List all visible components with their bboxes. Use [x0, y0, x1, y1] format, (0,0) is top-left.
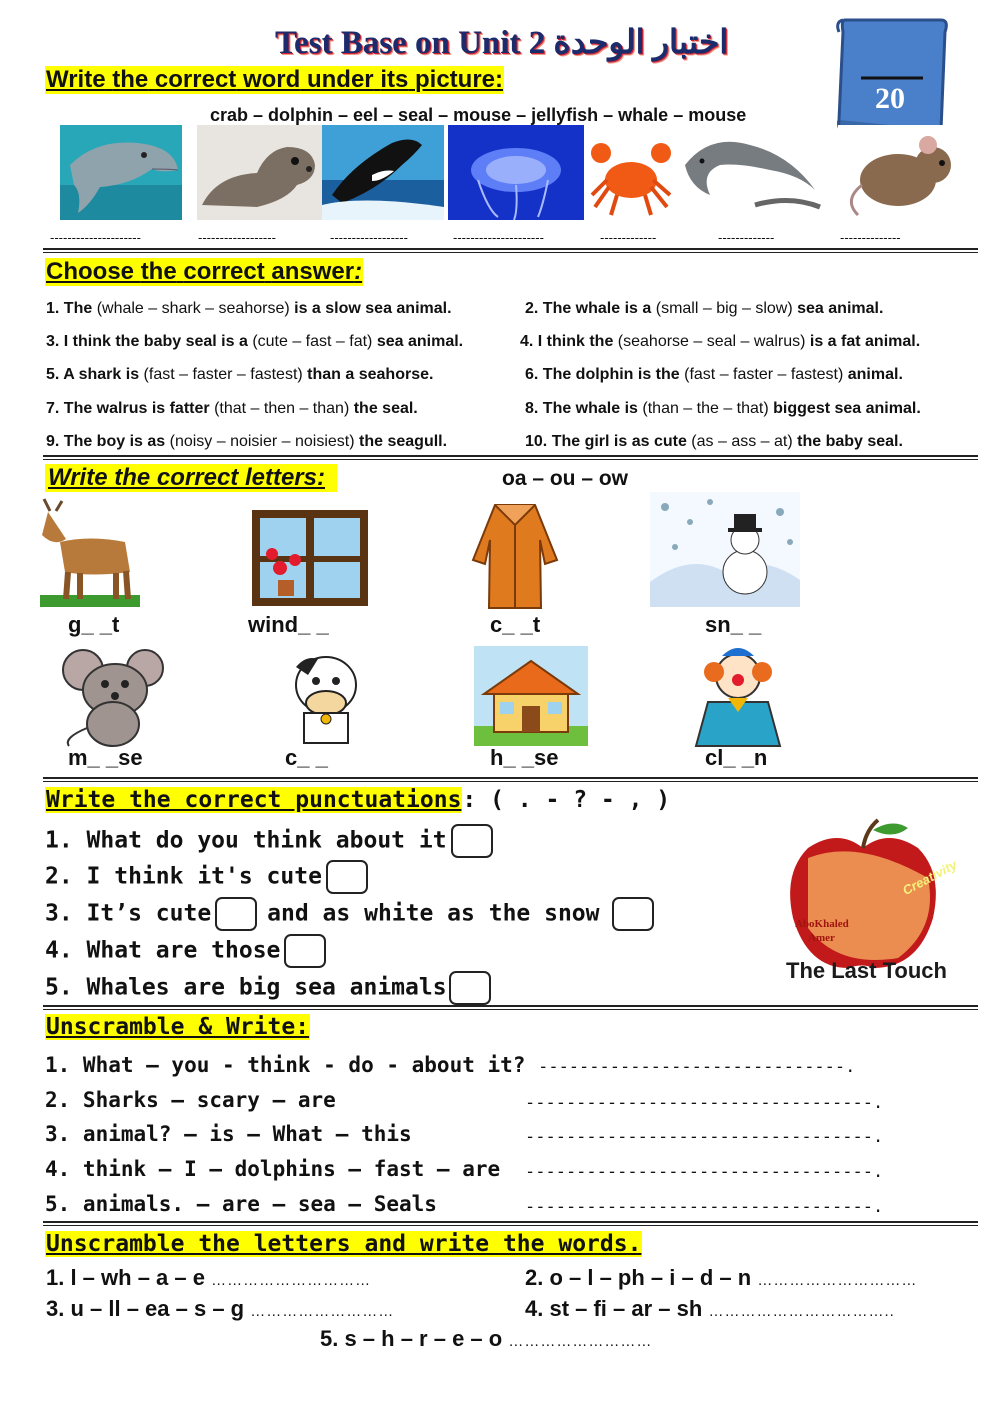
mouse-cartoon-icon — [55, 648, 175, 748]
section-heading-unscramble — [45, 1014, 310, 1040]
punctuation-box[interactable] — [451, 824, 493, 858]
question-text: than a seahorse. — [307, 366, 434, 383]
heading-word: its — [380, 66, 409, 93]
section-divider — [43, 455, 978, 460]
scrambled-words: 5. animals. – are – sea – Seals — [45, 1192, 437, 1216]
question-10 — [525, 433, 903, 451]
letters-item-1 — [46, 1265, 371, 1291]
answer-blank[interactable]: ----------------------------------. — [525, 1093, 884, 1113]
unscramble-sentence-5 — [45, 1192, 437, 1216]
punctuation-box[interactable] — [215, 897, 257, 931]
punctuation-line-4 — [45, 934, 326, 968]
question-text: 2. The whale is a — [525, 300, 652, 317]
scrambled-words: 2. Sharks – scary – are — [45, 1088, 336, 1112]
punctuation-box[interactable] — [449, 971, 491, 1005]
heading-text: Write the correct punctuations — [46, 787, 462, 813]
section-divider — [43, 1221, 978, 1226]
letters-item-5 — [320, 1326, 652, 1352]
snowman-icon — [650, 492, 800, 607]
word-bank: crab – dolphin – eel – seal – mouse – jellyfish – whale – mouse — [210, 105, 747, 125]
heading-word: the — [112, 66, 149, 93]
answer-blank[interactable]: ----------------------------------. — [525, 1162, 884, 1182]
question-text: 1. The — [46, 300, 93, 317]
question-options[interactable]: (fast – faster – fastest) — [143, 366, 303, 383]
heading-word: under — [306, 66, 374, 93]
section-divider — [43, 1005, 978, 1010]
question-text: 10. The girl is as cute — [525, 433, 687, 450]
scrambled-letters: 3. u – ll – ea – s – g — [46, 1296, 245, 1321]
heading-colon: : — [316, 464, 325, 491]
question-options[interactable]: (as – ass – at) — [691, 433, 793, 450]
punctuation-line-3 — [45, 897, 654, 931]
unscramble-sentence-2 — [45, 1088, 336, 1112]
heading-colon: : — [495, 66, 504, 93]
jellyfish-icon — [448, 125, 584, 220]
score-value: 20 — [875, 82, 905, 115]
scrambled-letters: 5. s – h – r – e – o — [320, 1326, 503, 1351]
unscramble-sentence-4 — [45, 1157, 500, 1181]
logo-author-text: AboKhaled — [795, 918, 849, 930]
scrambled-letters: 1. l – wh – a – e — [46, 1265, 205, 1290]
eel-icon — [680, 125, 825, 220]
window-icon — [250, 508, 370, 608]
line-text: 5. Whales are big sea animals — [45, 974, 447, 1001]
letters-item-4 — [525, 1296, 895, 1322]
question-text: animal. — [847, 366, 903, 383]
heading-word: answer — [271, 258, 355, 285]
page-title: Test Base on Unit 2 اختبار الوحدة — [275, 25, 729, 61]
section-heading-punctuation — [45, 787, 670, 813]
logo-tagline: The Last Touch — [786, 958, 947, 983]
heading-text: Write the correct letters — [48, 464, 317, 491]
letters-item-2 — [525, 1265, 917, 1291]
answer-blank[interactable]: ------------------------------. — [538, 1057, 856, 1077]
question-text: 5. A shark is — [46, 366, 140, 383]
question-7 — [46, 400, 418, 418]
question-1 — [46, 300, 452, 318]
heading-word: correct — [154, 66, 237, 93]
letter-options: oa – ou – ow — [502, 467, 629, 490]
question-options[interactable]: (seahorse – seal – walrus) — [617, 333, 806, 350]
answer-blank[interactable]: ------------- — [718, 230, 775, 245]
letters-word-window[interactable]: wind_ _ — [248, 612, 329, 637]
answer-blank[interactable]: --------------------- — [50, 230, 141, 245]
question-text: 9. The boy is as — [46, 433, 166, 450]
answer-dots[interactable]: ………………………… — [211, 1272, 372, 1289]
line-text: 3. It’s cute — [45, 900, 212, 927]
question-text: 8. The whale is — [525, 400, 638, 417]
punctuation-line-1 — [45, 824, 493, 858]
house-icon — [474, 646, 588, 746]
question-6 — [525, 366, 903, 384]
question-2 — [525, 300, 883, 318]
letters-word-coat[interactable]: c_ _t — [490, 612, 541, 637]
letters-word-cow[interactable]: c_ _ — [285, 745, 328, 770]
question-text: biggest sea animal. — [773, 400, 921, 417]
heading-text: Unscramble the letters and write the words. — [46, 1231, 642, 1257]
coat-icon — [465, 500, 565, 610]
punctuation-box[interactable] — [326, 860, 368, 894]
question-text: is a fat animal. — [809, 333, 921, 350]
heading-word: Choose — [46, 258, 135, 285]
letters-word-snow[interactable]: sn_ _ — [705, 612, 762, 637]
question-4 — [520, 333, 920, 351]
answer-blank[interactable]: ----------------------------------. — [525, 1127, 884, 1147]
dolphin-icon — [60, 125, 182, 220]
heading-word: the — [140, 258, 177, 285]
letters-word-clown[interactable]: cl_ _n — [705, 745, 768, 770]
line-text: 4. What are those — [45, 937, 281, 964]
question-5 — [46, 366, 433, 384]
answer-blank[interactable]: ------------------ — [198, 230, 276, 245]
letters-word-mouse[interactable]: m_ _se — [68, 745, 143, 770]
punctuation-marks: : ( . - ? - , ) — [462, 787, 671, 813]
logo-creativity-text: Creativity — [899, 856, 960, 899]
question-9 — [46, 433, 447, 451]
question-8 — [525, 400, 921, 418]
clown-icon — [688, 642, 788, 750]
question-text: the baby seal. — [797, 433, 903, 450]
question-text: sea animal. — [797, 300, 884, 317]
section-heading-letters — [45, 464, 337, 492]
heading-word: word — [242, 66, 301, 93]
crab-icon — [587, 125, 675, 220]
scrambled-letters: 4. st – fi – ar – sh — [525, 1296, 703, 1321]
question-text: the seagull. — [359, 433, 448, 450]
seal-icon — [197, 125, 322, 220]
question-options[interactable]: (than – the – that) — [642, 400, 769, 417]
heading-word: Write — [46, 66, 106, 93]
question-options[interactable]: (small – big – slow) — [655, 300, 793, 317]
scrambled-words: 1. What – you - think - do - about it? — [45, 1053, 526, 1077]
score-scroll-icon — [833, 12, 949, 138]
question-options[interactable]: (cute – fast – fat) — [252, 333, 373, 350]
answer-blank[interactable]: -------------- — [840, 230, 901, 245]
question-text: 6. The dolphin is the — [525, 366, 680, 383]
unscramble-sentence-1 — [45, 1053, 855, 1077]
answer-blank[interactable]: ------------------ — [330, 230, 408, 245]
question-text: is a slow sea animal. — [294, 300, 452, 317]
question-text: 7. The walrus is fatter — [46, 400, 210, 417]
answer-dots[interactable]: ……………………… — [508, 1333, 653, 1350]
line-text: and as white as the snow — [267, 900, 600, 927]
scrambled-letters: 2. o – l – ph – i – d – n — [525, 1265, 752, 1290]
question-options[interactable]: (whale – shark – seahorse) — [96, 300, 290, 317]
mouse-icon — [838, 125, 968, 220]
answer-dots[interactable]: …………………………….. — [708, 1303, 895, 1320]
question-options[interactable]: (fast – faster – fastest) — [684, 366, 844, 383]
goat-icon — [30, 497, 148, 609]
punctuation-line-5 — [45, 971, 491, 1005]
letters-item-3 — [46, 1296, 394, 1322]
section-heading-choose — [45, 258, 363, 286]
scrambled-words: 3. animal? – is – What – this — [45, 1122, 412, 1146]
whale-icon — [322, 125, 444, 220]
section-divider — [43, 777, 978, 782]
heading-word: picture — [415, 66, 496, 93]
cow-icon — [278, 645, 373, 750]
answer-dots[interactable]: ………………………… — [757, 1272, 918, 1289]
answer-dots[interactable]: ……………………… — [250, 1303, 395, 1320]
question-text: 4. I think the — [520, 333, 614, 350]
heading-colon: : — [354, 258, 363, 285]
section-heading-write-word — [45, 66, 504, 94]
question-text: the seal. — [353, 400, 418, 417]
answer-blank[interactable]: ----------------------------------. — [525, 1197, 884, 1217]
scrambled-words: 4. think – I – dolphins – fast – are — [45, 1157, 501, 1181]
unscramble-sentence-3 — [45, 1122, 412, 1146]
heading-word: correct — [183, 258, 265, 285]
logo-author-text: Amer — [808, 932, 835, 944]
punctuation-box[interactable] — [284, 934, 326, 968]
letters-word-house[interactable]: h_ _se — [490, 745, 559, 770]
section-heading-letters-words — [45, 1231, 642, 1257]
question-text: 3. I think the baby seal is a — [46, 333, 248, 350]
line-text: 2. I think it's cute — [45, 863, 322, 890]
letters-word-goat[interactable]: g_ _t — [68, 612, 120, 637]
question-text: sea animal. — [376, 333, 464, 350]
question-options[interactable]: (noisy – noisier – noisiest) — [169, 433, 355, 450]
heading-text: Unscramble & Write: — [46, 1014, 310, 1040]
answer-blank[interactable]: --------------------- — [453, 230, 544, 245]
question-3 — [46, 333, 463, 351]
punctuation-line-2 — [45, 860, 368, 894]
answer-blank[interactable]: ------------- — [600, 230, 657, 245]
line-text: 1. What do you think about it — [45, 827, 447, 854]
punctuation-box[interactable] — [612, 897, 654, 931]
question-options[interactable]: (that – then – than) — [214, 400, 350, 417]
section-divider — [43, 248, 978, 253]
